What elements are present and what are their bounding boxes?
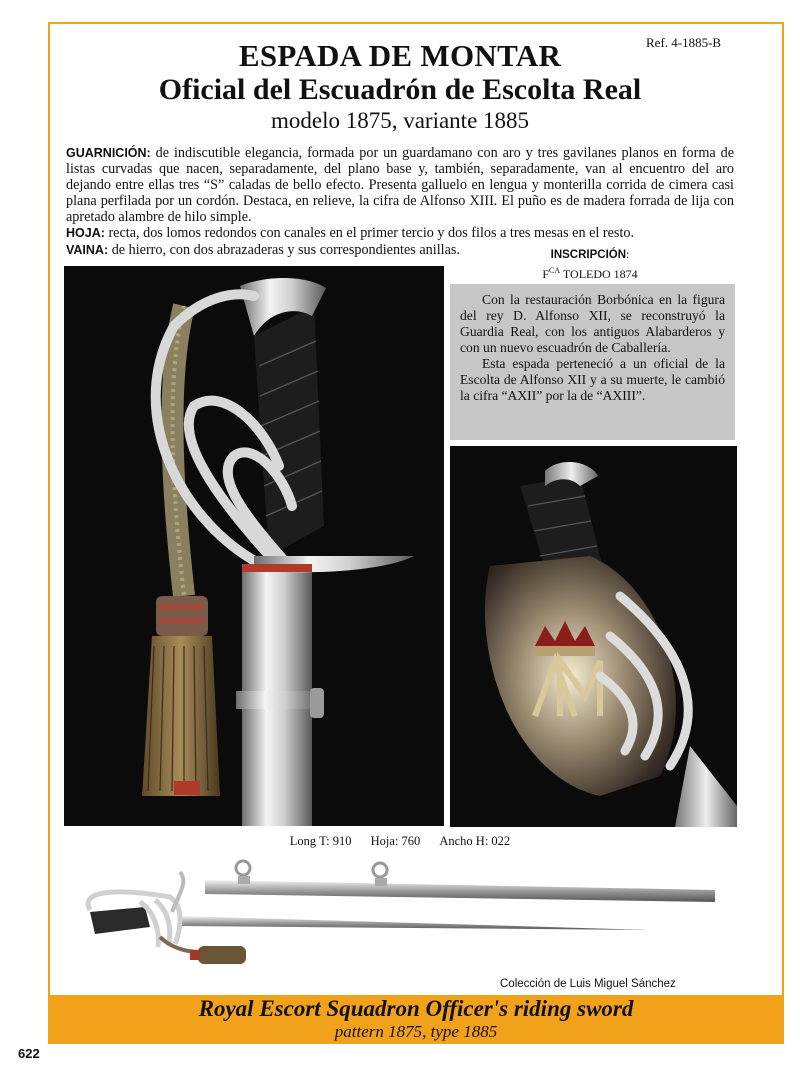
guarnicion-text: de indiscutible elegancia, formada por un guardamano con aro y tres gavilanes planos en forma de listas curvadas que nacen, separadamente, del plano base y, también, separadamente, van al encuentro del aro dejando entre ellas tres “S” caladas de bello efecto. Presenta galluelo en lengua y monterilla corrida de cimera casi plana perfilada por un cordón. Destaca, en relieve, la cifra de Alfonso XIII. El puño es de madera forrada de lija con apretado alambre de hilo simple. [66,145,734,226]
english-title: Royal Escort Squadron Officer's riding sword [198,996,634,1021]
description [66,145,734,258]
full-sword-illustration [60,852,740,982]
cipher-detail-photo [450,446,737,827]
history-paragraph-1: Con la restauración Borbónica en la figura del rey D. Alfonso XII, se reconstruyó la Guardia Real, con los antiguos Alabarderos y con un nuevo escuadrón de Caballería. [460,292,725,355]
inscription-f: F [542,267,549,281]
collection-credit: Colección de Luis Miguel Sánchez [500,978,676,990]
reference-number: Ref. 4-1885-B [646,35,722,50]
page-number: 622 [18,1046,40,1061]
title-line-3: modelo 1875, variante 1885 [270,108,530,133]
vaina-label: VAINA: [66,242,109,257]
hoja-text: recta, dos lomos redondos con canales en el primer tercio y dos filos a tres mesas en el resto. [104,225,635,242]
english-title-band [48,995,784,1043]
vaina-text: de hierro, con dos abrazaderas y sus correspondientes anillas. [108,241,460,258]
title-line-2: Oficial del Escuadrón de Escolta Real [158,73,642,106]
inscription-colon: : [626,247,630,261]
inscription-ca: CA [549,266,561,275]
hoja-label: HOJA: [66,226,105,241]
inscription-label: INSCRIPCIÓN [550,249,627,261]
blade-width: Ancho H: 022 [439,834,511,848]
hilt-photo [64,266,444,826]
measurements [0,834,800,849]
inscription-text: TOLEDO 1874 [560,267,638,281]
inscription [520,247,660,282]
history-paragraph-2: Esta espada perteneció a un oficial de la Escolta de Alfonso XII y a su muerte, le cambió la cifra “AXII” por la de “AXIII”. [460,356,725,403]
blade-length: Hoja: 760 [370,834,421,848]
guarnicion-label: GUARNICIÓN: [66,146,151,160]
total-length: Long T: 910 [289,834,352,848]
english-subtitle: pattern 1875, type 1885 [334,1022,498,1041]
title-line-1: ESPADA DE MONTAR [238,38,562,73]
history-box [450,284,735,440]
